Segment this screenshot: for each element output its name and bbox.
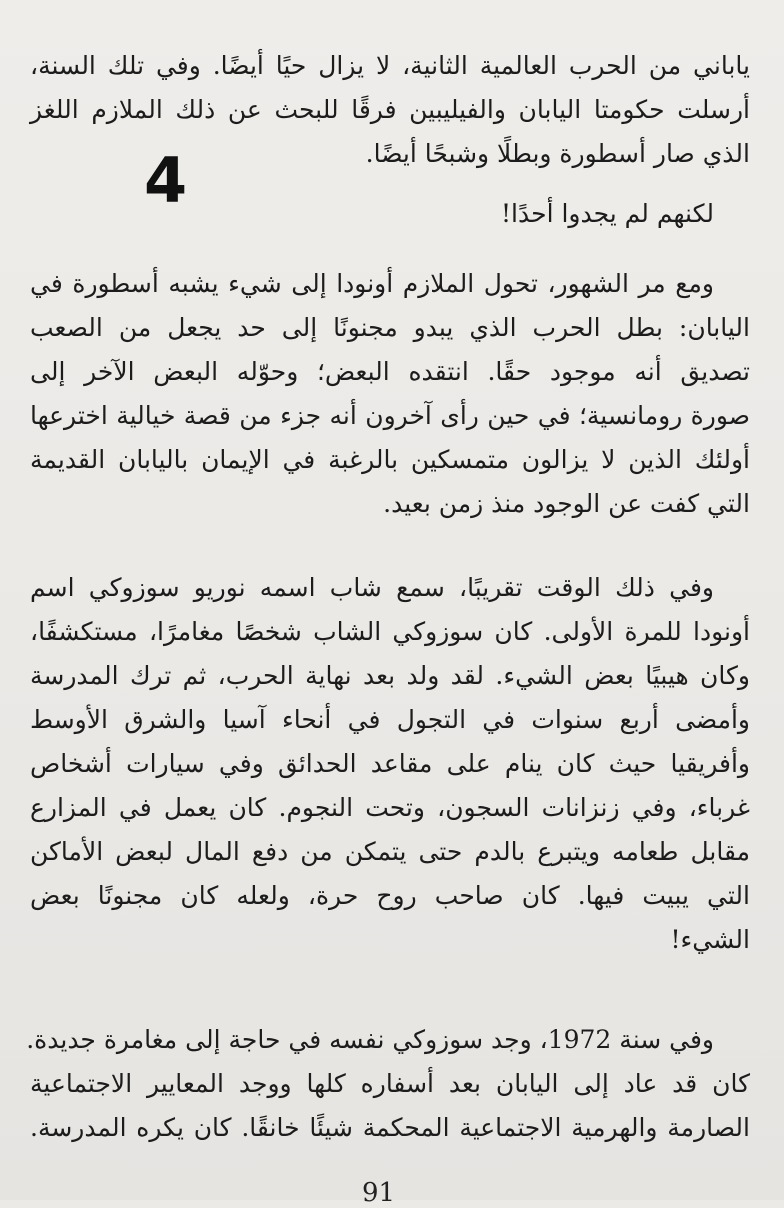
paragraph-4 xyxy=(30,566,750,962)
text-line: الشيء! xyxy=(670,925,750,954)
text-line: ومع مر الشهور، تحول الملازم أونودا إلى شيء يشبه أسطورة في xyxy=(30,269,714,298)
text-line: التي يبيت فيها. كان صاحب روح حرة، ولعله كان مجنونًا بعض xyxy=(30,881,750,910)
text-line: وفي سنة 1972، وجد سوزوكي نفسه في حاجة إلى مغامرة جديدة. xyxy=(26,1025,714,1054)
text-line: صورة رومانسية؛ في حين رأى آخرون أنه جزء من قصة خيالية اخترعها xyxy=(30,401,750,430)
text-line: لكنهم لم يجدوا أحدًا! xyxy=(501,199,714,228)
text-line: وأفريقيا حيث كان ينام على مقاعد الحدائق وفي سيارات أشخاص xyxy=(30,749,750,778)
handwritten-chapter-number: 4 xyxy=(144,144,188,217)
text-line: أولئك الذين لا يزالون متمسكين بالرغبة في الإيمان باليابان القديمة xyxy=(30,445,750,474)
text-line: اليابان: بطل الحرب الذي يبدو مجنونًا إلى حد يجعل من الصعب xyxy=(30,313,750,342)
text-line: تصديق أنه موجود حقًا. انتقده البعض؛ وحوّله البعض الآخر إلى xyxy=(30,357,750,386)
paragraph-3 xyxy=(30,262,750,526)
text-line: غرباء، وفي زنزانات السجون، وتحت النجوم. كان يعمل في المزارع xyxy=(30,793,750,822)
paragraph-5 xyxy=(26,1018,750,1150)
paragraph-1 xyxy=(30,44,750,176)
text-line: أونودا للمرة الأولى. كان سوزوكي الشاب شخصًا مغامرًا، مستكشفًا، xyxy=(30,617,750,646)
text-line: مقابل طعامه ويتبرع بالدم حتى يتمكن من دفع المال لبعض الأماكن xyxy=(30,837,750,866)
text-line: وكان هيبيًا بعض الشيء. لقد ولد بعد نهاية الحرب، ثم ترك المدرسة xyxy=(30,661,750,690)
page-number: 91 xyxy=(362,1178,396,1208)
text-line: أرسلت حكومتا اليابان والفيليبين فرقًا للبحث عن ذلك الملازم اللغز xyxy=(30,95,750,124)
text-line: الذي صار أسطورة وبطلًا وشبحًا أيضًا. xyxy=(365,139,750,168)
text-line: وأمضى أربع سنوات في التجول في أنحاء آسيا والشرق الأوسط xyxy=(30,705,750,734)
text-line: وفي ذلك الوقت تقريبًا، سمع شاب اسمه نوريو سوزوكي اسم xyxy=(30,573,714,602)
text-line: الصارمة والهرمية الاجتماعية المحكمة شيئًا خانقًا. كان يكره المدرسة. xyxy=(30,1113,750,1142)
text-line: التي كفت عن الوجود منذ زمن بعيد. xyxy=(383,489,750,518)
text-line: ياباني من الحرب العالمية الثانية، لا يزال حيًا أيضًا. وفي تلك السنة، xyxy=(30,51,750,80)
paragraph-2 xyxy=(30,192,750,236)
text-line: كان قد عاد إلى اليابان بعد أسفاره كلها ووجد المعايير الاجتماعية xyxy=(30,1069,750,1098)
